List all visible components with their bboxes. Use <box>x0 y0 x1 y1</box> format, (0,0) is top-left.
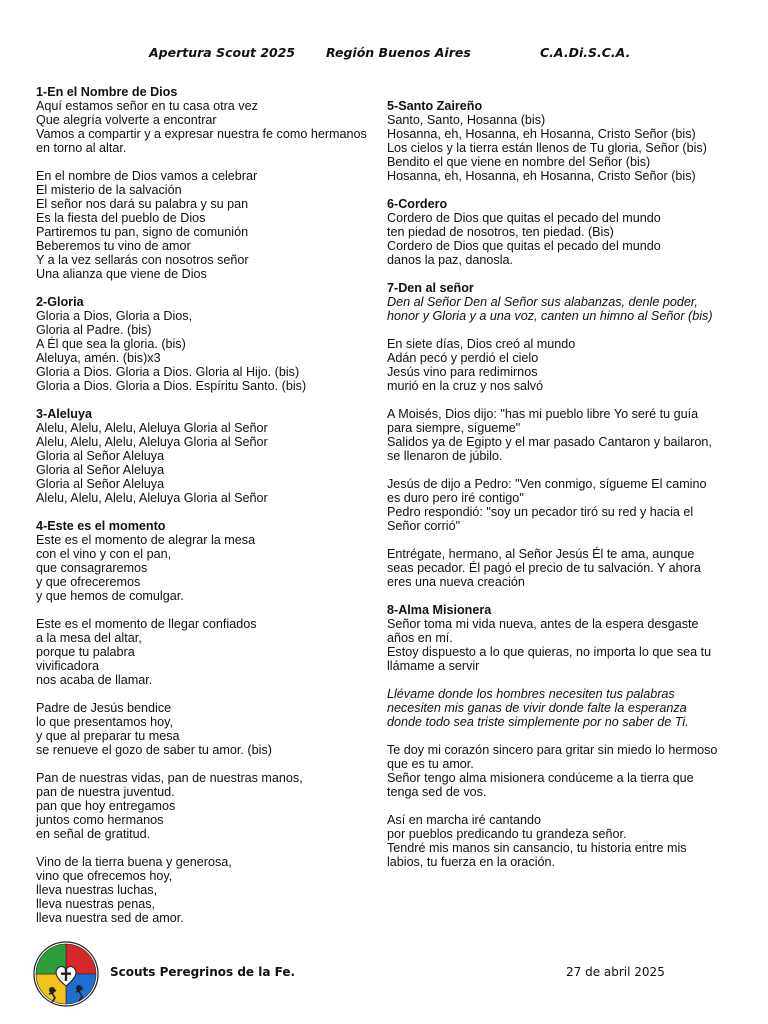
song-block <box>36 519 381 925</box>
lyric-line: Que alegría volverte a encontrar <box>36 113 217 127</box>
lyric-line: Gloria al Padre. (bis) <box>36 323 152 337</box>
lyric-line: años en mí. <box>387 631 453 645</box>
stanza <box>387 477 737 533</box>
lyric-line: Vino de la tierra buena y generosa, <box>36 855 232 869</box>
lyric-line: Beberemos tu vino de amor <box>36 239 191 253</box>
lyric-line: Gloria a Dios. Gloria a Dios. Espíritu Santo. (bis) <box>36 379 307 393</box>
stanza <box>36 169 381 281</box>
lyric-line: que es tu amor. <box>387 757 474 771</box>
header-title: Apertura Scout 2025 <box>149 45 296 60</box>
lyric-line: En el nombre de Dios vamos a celebrar <box>36 169 258 183</box>
stanza <box>36 617 381 687</box>
lyric-line: donde todo sea triste simplemente por no saber de Ti. <box>387 715 689 729</box>
lyric-line: llámame a servir <box>387 659 480 673</box>
lyric-line: con el vino y con el pan, <box>36 547 172 561</box>
lyric-line: El misterio de la salvación <box>36 183 182 197</box>
lyric-line: se llenaron de júbilo. <box>387 449 503 463</box>
lyric-line: Bendito el que viene en nombre del Señor (bis) <box>387 155 651 169</box>
lyric-line: necesiten mis ganas de vivir donde falte la esperanza <box>387 701 687 715</box>
lyric-line: seas pecador. Él pagó el precio de tu salvación. Y ahora <box>387 561 701 575</box>
stanza <box>387 813 737 869</box>
stanza <box>387 743 737 799</box>
stanza <box>36 533 381 603</box>
stanza-chorus <box>387 687 737 729</box>
stanza-chorus <box>387 295 737 323</box>
lyric-line: Aquí estamos señor en tu casa otra vez <box>36 99 258 113</box>
lyric-line: Padre de Jesús bendice <box>36 701 172 715</box>
lyric-line: y que al preparar tu mesa <box>36 729 180 743</box>
lyric-line: para siempre, sígueme" <box>387 421 521 435</box>
song-title: 5-Santo Zaireño <box>387 99 483 113</box>
lyric-line: porque tu palabra <box>36 645 135 659</box>
footer-date: 27 de abril 2025 <box>566 965 665 979</box>
lyric-line: honor y Gloria y a una voz, canten un himno al Señor (bis) <box>387 309 713 323</box>
lyric-line: Señor corrió" <box>387 519 461 533</box>
lyric-line: por pueblos predicando tu grandeza señor. <box>387 827 627 841</box>
song-title: 3-Aleluya <box>36 407 92 421</box>
lyric-line: vivificadora <box>36 659 99 673</box>
lyric-line: ten piedad de nosotros, ten piedad. (Bis) <box>387 225 614 239</box>
lyric-line: Cordero de Dios que quitas el pecado del mundo <box>387 239 661 253</box>
lyric-line: labios, tu fuerza en la oración. <box>387 855 556 869</box>
lyric-line: Den al Señor Den al Señor sus alabanzas, denle poder, <box>387 295 698 309</box>
lyric-line: Una alianza que viene de Dios <box>36 267 207 281</box>
lyric-line: en torno al altar. <box>36 141 127 155</box>
song-block <box>387 197 737 267</box>
page-header <box>0 45 768 63</box>
stanza <box>36 421 381 505</box>
lyric-line: vino que ofrecemos hoy, <box>36 869 173 883</box>
song-title: 4-Este es el momento <box>36 519 166 533</box>
lyric-line: Aleluya, amén. (bis)x3 <box>36 351 161 365</box>
lyric-line: A Él que sea la gloria. (bis) <box>36 337 186 351</box>
lyric-line: eres una nueva creación <box>387 575 525 589</box>
lyric-line: Tendré mis manos sin cansancio, tu historia entre mis <box>387 841 687 855</box>
stanza <box>36 855 381 925</box>
lyric-line: Entrégate, hermano, al Señor Jesús Él te ama, aunque <box>387 547 695 561</box>
stanza <box>387 211 737 267</box>
song-title: 2-Gloria <box>36 295 84 309</box>
lyric-line: Adán pecó y perdió el cielo <box>387 351 539 365</box>
lyric-line: en señal de gratitud. <box>36 827 151 841</box>
lyric-line: Alelu, Alelu, Alelu, Aleluya Gloria al Señor <box>36 421 268 435</box>
lyric-line: Jesús vino para redimirnos <box>387 365 538 379</box>
song-title: 1-En el Nombre de Dios <box>36 85 178 99</box>
header-region: Región Buenos Aires <box>326 45 471 60</box>
lyric-line: Señor tengo alma misionera condúceme a la tierra que <box>387 771 694 785</box>
lyric-line: y que hemos de comulgar. <box>36 589 184 603</box>
lyric-line: Así en marcha iré cantando <box>387 813 542 827</box>
stanza <box>36 99 381 155</box>
header-org: C.A.Di.S.C.A. <box>540 45 631 60</box>
lyric-line: Pedro respondió: "soy un pecador tiró su red y hacia el <box>387 505 694 519</box>
stanza <box>36 309 381 393</box>
song-block <box>36 85 381 281</box>
lyric-line: Y a la vez sellarás con nosotros señor <box>36 253 249 267</box>
lyric-line: Jesús de dijo a Pedro: "Ven conmigo, sígueme El camino <box>387 477 707 491</box>
footer-org-name: Scouts Peregrinos de la Fe. <box>110 965 296 979</box>
lyric-line: Partiremos tu pan, signo de comunión <box>36 225 249 239</box>
song-title: 6-Cordero <box>387 197 448 211</box>
lyric-line: juntos como hermanos <box>36 813 164 827</box>
stanza <box>387 113 737 183</box>
lyric-line: lleva nuestra sed de amor. <box>36 911 184 925</box>
lyric-line: y que ofreceremos <box>36 575 141 589</box>
lyric-line: lo que presentamos hoy, <box>36 715 173 729</box>
lyric-line: Hosanna, eh, Hosanna, eh Hosanna, Cristo Señor (bis) <box>387 127 696 141</box>
song-block <box>36 407 381 505</box>
lyric-line: Gloria a Dios. Gloria a Dios. Gloria al Hijo. (bis) <box>36 365 300 379</box>
song-title: 8-Alma Misionera <box>387 603 492 617</box>
lyric-line: murió en la cruz y nos salvó <box>387 379 544 393</box>
lyric-line: Es la fiesta del pueblo de Dios <box>36 211 206 225</box>
lyric-line: Este es el momento de alegrar la mesa <box>36 533 256 547</box>
lyric-line: El señor nos dará su palabra y su pan <box>36 197 249 211</box>
lyric-line: tenga sed de vos. <box>387 785 487 799</box>
lyric-line: Alelu, Alelu, Alelu, Aleluya Gloria al Señor <box>36 435 268 449</box>
lyric-line: se renueve el gozo de saber tu amor. (bis) <box>36 743 272 757</box>
lyric-line: Vamos a compartir y a expresar nuestra fe como hermanos <box>36 127 367 141</box>
lyric-line: Te doy mi corazón sincero para gritar sin miedo lo hermoso <box>387 743 718 757</box>
lyric-line: Gloria al Señor Aleluya <box>36 477 165 491</box>
lyric-line: pan de nuestra juventud. <box>36 785 175 799</box>
lyric-line: lleva nuestras penas, <box>36 897 156 911</box>
lyric-line: Salidos ya de Egipto y el mar pasado Cantaron y bailaron, <box>387 435 712 449</box>
song-block <box>387 281 737 589</box>
lyric-line: a la mesa del altar, <box>36 631 142 645</box>
lyric-line: Gloria al Señor Aleluya <box>36 463 165 477</box>
lyric-line: En siete días, Dios creó al mundo <box>387 337 576 351</box>
lyric-line: Pan de nuestras vidas, pan de nuestras manos, <box>36 771 303 785</box>
left-column <box>36 85 381 939</box>
stanza <box>387 407 737 463</box>
stanza <box>36 771 381 841</box>
lyric-line: Señor toma mi vida nueva, antes de la espera desgaste <box>387 617 699 631</box>
stanza <box>387 547 737 589</box>
lyric-line: Gloria a Dios, Gloria a Dios, <box>36 309 193 323</box>
lyric-line: que consagraremos <box>36 561 148 575</box>
lyric-line: danos la paz, danosla. <box>387 253 514 267</box>
lyric-line: A Moisés, Dios dijo: "has mi pueblo libre Yo seré tu guía <box>387 407 699 421</box>
lyric-line: lleva nuestras luchas, <box>36 883 158 897</box>
lyric-line: Hosanna, eh, Hosanna, eh Hosanna, Cristo Señor (bis) <box>387 169 696 183</box>
right-column <box>387 99 737 883</box>
lyric-line: nos acaba de llamar. <box>36 673 153 687</box>
lyric-line: Llévame donde los hombres necesiten tus palabras <box>387 687 675 701</box>
stanza <box>36 701 381 757</box>
lyric-line: Santo, Santo, Hosanna (bis) <box>387 113 546 127</box>
song-block <box>36 295 381 393</box>
song-title: 7-Den al señor <box>387 281 474 295</box>
lyric-line: es duro pero iré contigo" <box>387 491 524 505</box>
stanza <box>387 337 737 393</box>
lyric-line: Alelu, Alelu, Alelu, Aleluya Gloria al Señor <box>36 491 268 505</box>
lyric-line: Gloria al Señor Aleluya <box>36 449 165 463</box>
lyric-line: Este es el momento de llegar confiados <box>36 617 257 631</box>
lyric-line: Cordero de Dios que quitas el pecado del mundo <box>387 211 661 225</box>
lyric-line: Los cielos y la tierra están llenos de Tu gloria, Señor (bis) <box>387 141 707 155</box>
song-block <box>387 603 737 869</box>
scouts-emblem-icon <box>32 940 100 1008</box>
song-block <box>387 99 737 183</box>
lyric-line: Estoy dispuesto a lo que quieras, no importa lo que sea tu <box>387 645 712 659</box>
lyric-line: pan que hoy entregamos <box>36 799 176 813</box>
stanza <box>387 617 737 673</box>
